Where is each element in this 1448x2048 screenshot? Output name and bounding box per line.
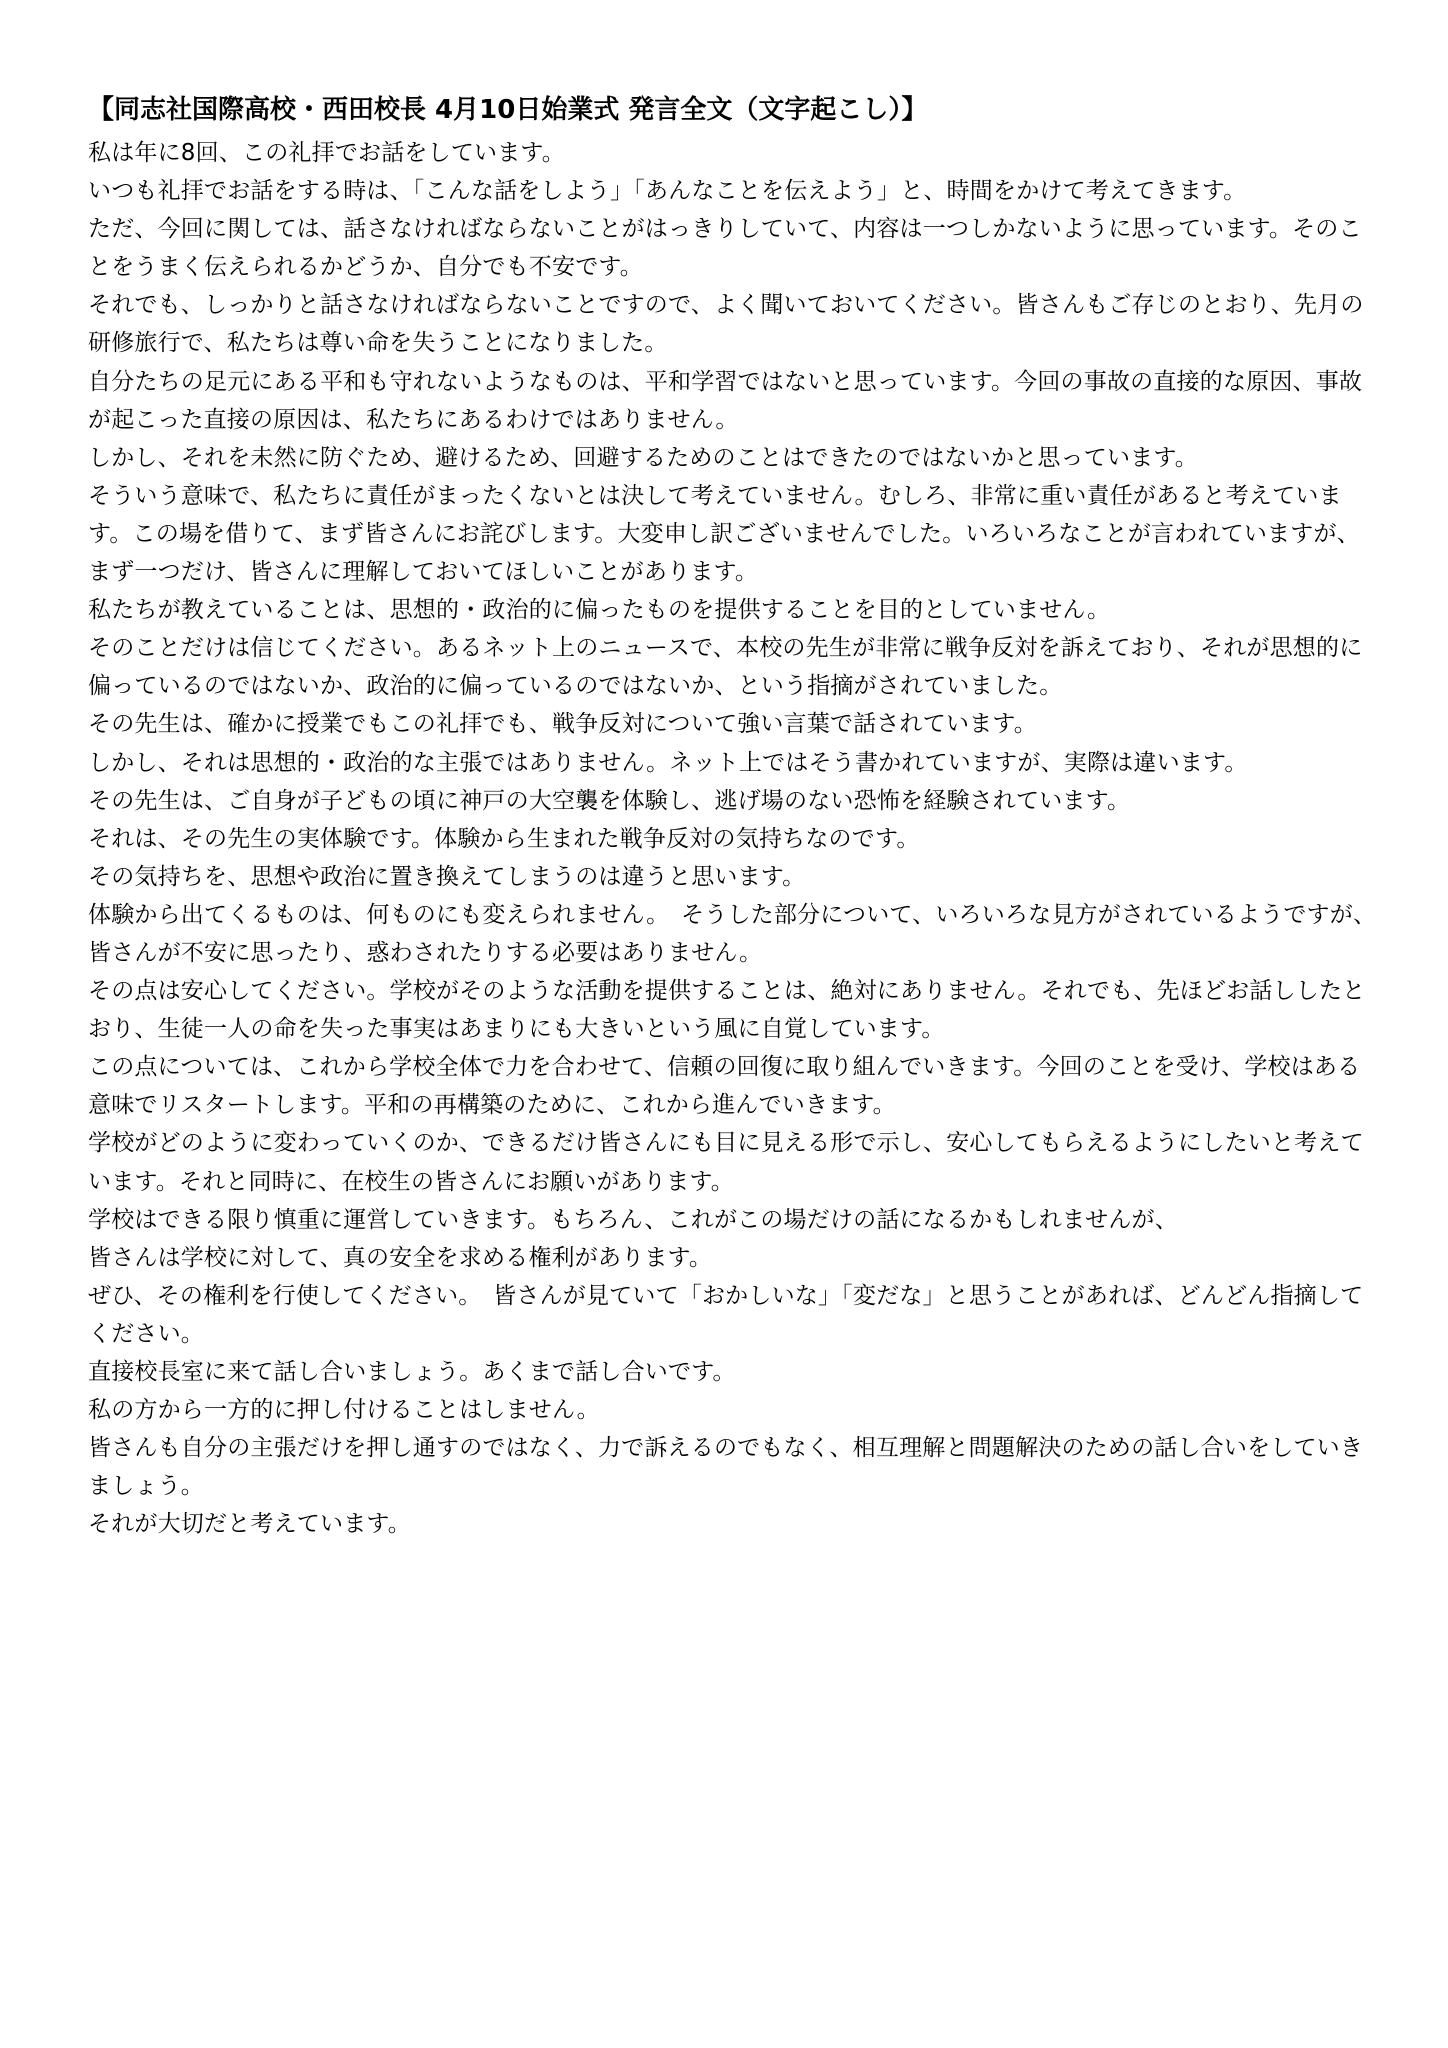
paragraph: しかし、それは思想的・政治的な主張ではありません。ネット上ではそう書かれていますが、実際は違います。 [88, 749, 1248, 776]
paragraph: その先生は、ご自身が子どもの頃に神戸の大空襲を体験し、逃げ場のない恐怖を経験されています。 [88, 787, 1131, 814]
document-page [88, 86, 1378, 1543]
paragraph: この点については、これから学校全体で力を合わせて、信頼の回復に取り組んでいきます。今回のことを受け、学校はある意味でリスタートします。平和の再構築のために、これから進んでいきます。 [88, 1054, 1361, 1119]
paragraph: 私の方から一方的に押し付けることはしません。 [88, 1397, 600, 1424]
paragraph: それでも、しっかりと話さなければならないことですので、よく聞いておいてください。皆さんもご存じのとおり、先月の研修旅行で、私たちは尊い命を失うことになりました。 [88, 292, 1364, 357]
paragraph: 自分たちの足元にある平和も守れないようなものは、平和学習ではないと思っています。今回の事故の直接的な原因、事故が起こった直接の原因は、私たちにあるわけではありません。 [88, 368, 1363, 433]
paragraph: それが大切だと考えています。 [88, 1511, 411, 1538]
paragraph: その気持ちを、思想や政治に置き換えてしまうのは違うと思います。 [88, 863, 806, 890]
paragraph: 学校がどのように変わっていくのか、できるだけ皆さんにも目に見える形で示し、安心してもらえるようにしたいと考えています。それと同時に、在校生の皆さんにお願いがあります。 [88, 1130, 1364, 1195]
paragraph: 体験から出てくるものは、何ものにも変えられません。 そうした部分について、いろいろな見方がされているようですが、皆さんが不安に思ったり、惑わされたりする必要はありません。 [88, 901, 1377, 966]
paragraph: ぜひ、その権利を行使してください。 皆さんが見ていて「おかしいな」「変だな」と思うことがあれば、どんどん指摘してください。 [88, 1282, 1364, 1347]
paragraph: しかし、それを未然に防ぐため、避けるため、回避するためのことはできたのではないかと思っています。 [88, 444, 1198, 471]
paragraph: そういう意味で、私たちに責任がまったくないとは決して考えていません。むしろ、非常に重い責任があると考えています。この場を借りて、まず皆さんにお詫びします。大変申し訳ございませんでした。いろいろなことが言われていますが、まず一つだけ、皆さんに理解しておいてほしいことがあります。 [88, 482, 1360, 586]
paragraph: 皆さんも自分の主張だけを押し通すのではなく、力で訴えるのでもなく、相互理解と問題解決のための話し合いをしていきましょう。 [88, 1435, 1364, 1500]
paragraph: 学校はできる限り慎重に運営していきます。もちろん、これがこの場だけの話になるかもしれませんが、 [88, 1206, 1178, 1233]
paragraph: その先生は、確かに授業でもこの礼拝でも、戦争反対について強い言葉で話されています。 [88, 711, 1037, 738]
document-body [88, 134, 1378, 1543]
document-title: 【同志社国際高校・西田校長 4月10日始業式 発言全文（文字起こし）】 [88, 95, 928, 125]
paragraph: 私は年に8回、この礼拝でお話をしています。 [88, 140, 565, 166]
paragraph: いつも礼拝でお話をする時は、「こんな話をしよう」「あんなことを伝えよう」と、時間をかけて考えてきます。 [88, 178, 1247, 205]
paragraph: 私たちが教えていることは、思想的・政治的に偏ったものを提供することを目的としていません。 [88, 597, 1111, 624]
paragraph: 直接校長室に来て話し合いましょう。あくまで話し合いです。 [88, 1359, 736, 1385]
paragraph: ただ、今回に関しては、話さなければならないことがはっきりしていて、内容は一つしかないように思っています。そのことをうまく伝えられるかどうか、自分でも不安です。 [88, 216, 1362, 281]
paragraph: それは、その先生の実体験です。体験から生まれた戦争反対の気持ちなのです。 [88, 825, 920, 852]
paragraph: 皆さんは学校に対して、真の安全を求める権利があります。 [88, 1244, 713, 1271]
paragraph: その点は安心してください。学校がそのような活動を提供することは、絶対にありません。それでも、先ほどお話ししたとおり、生徒一人の命を失った事実はあまりにも大きいという風に自覚しています。 [88, 978, 1366, 1043]
paragraph: そのことだけは信じてください。あるネット上のニュースで、本校の先生が非常に戦争反対を訴えており、それが思想的に偏っているのではないか、政治的に偏っているのではないか、という指摘がされていました。 [88, 635, 1363, 700]
